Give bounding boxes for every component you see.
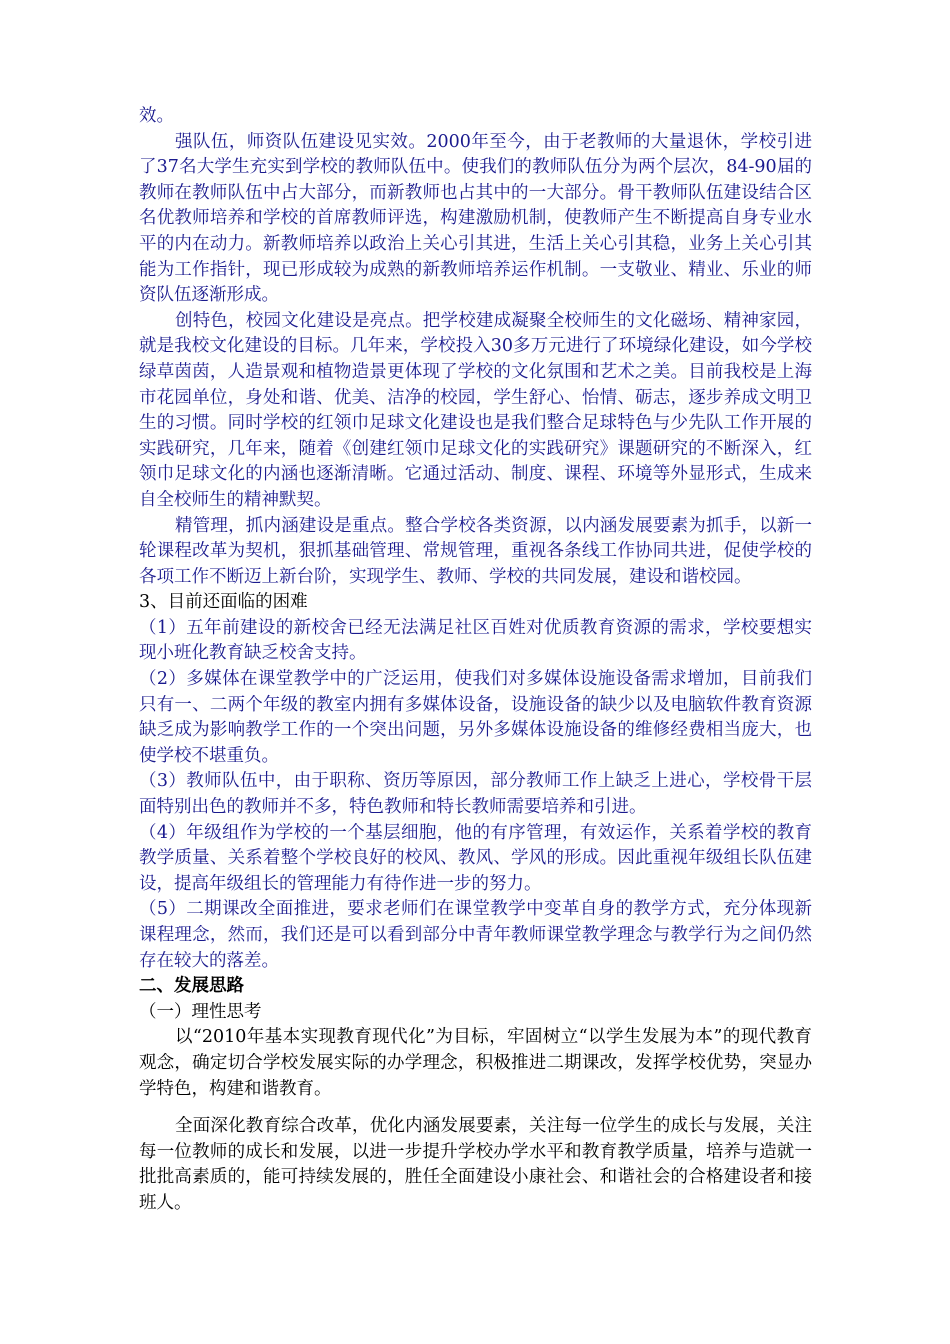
difficulty-item-4: （4）年级组作为学校的一个基层细胞，他的有序管理，有效运作，关系着学校的教育教学质量、关系着整个学校良好的校风、教风、学风的形成。因此重视年级组长队伍建设，提高年级组长的管理能力有待作进一步的努力。 (139, 822, 812, 894)
paragraph-goal: 以“2010年基本实现教育现代化”为目标，牢固树立“以学生发展为本”的现代教育观念，确定切合学校发展实际的办学理念，积极推进二期课改，发挥学校优势，突显办学特色，构建和谐教育。 (139, 1027, 812, 1099)
section-heading-difficulties: 3、目前还面临的困难 (139, 592, 308, 613)
section-heading-development: 二、发展思路 (139, 976, 244, 997)
paragraph-reform: 全面深化教育综合改革，优化内涵发展要素，关注每一位学生的成长与发展，关注每一位教师的成长和发展，以进一步提升学校办学水平和教育教学质量，培养与造就一批批高素质的，能可持续发展的，胜任全面建设小康社会、和谐社会的合格建设者和接班人。 (139, 1116, 812, 1213)
subsection-heading-rational-thinking: （一）理性思考 (139, 1001, 262, 1022)
difficulty-item-2: （2）多媒体在课堂教学中的广泛运用，使我们对多媒体设施设备需求增加，目前我们只有一、二两个年级的教室内拥有多媒体设备，设施设备的缺少以及电脑软件教育资源缺乏成为影响教学工作的一个突出问题，另外多媒体设施设备的维修经费相当庞大，也使学校不堪重负。 (139, 669, 812, 766)
paragraph-campus-culture: 创特色，校园文化建设是亮点。把学校建成凝聚全校师生的文化磁场、精神家园，就是我校文化建设的目标。几年来，学校投入30多万元进行了环境绿化建设，如今学校绿草茵茵，人造景观和植物造景更体现了学校的文化氛围和艺术之美。目前我校是上海市花园单位，身处和谐、优美、洁净的校园，学生舒心、怡情、砺志，逐步养成文明卫生的习惯。同时学校的红领巾足球文化建设也是我们整合足球特色与少先队工作开展的实践研究，几年来，随着《创建红领巾足球文化的实践研究》课题研究的不断深入，红领巾足球文化的内涵也逐渐清晰。它通过活动、制度、课程、环境等外显形式，生成来自全校师生的精神默契。 (139, 310, 812, 510)
difficulty-item-5: （5）二期课改全面推进，要求老师们在课堂教学中变革自身的教学方式，充分体现新课程理念，然而，我们还是可以看到部分中青年教师课堂教学理念与教学行为之间仍然存在较大的落差。 (139, 899, 812, 971)
difficulty-item-3: （3）教师队伍中，由于职称、资历等原因，部分教师工作上缺乏上进心，学校骨干层面特别出色的教师并不多，特色教师和特长教师需要培养和引进。 (139, 771, 812, 818)
paragraph-management: 精管理，抓内涵建设是重点。整合学校各类资源，以内涵发展要素为抓手，以新一轮课程改革为契机，狠抓基础管理、常规管理，重视各条线工作协同共进，促使学校的各项工作不断迈上新台阶，实现学生、教师、学校的共同发展，建设和谐校园。 (139, 515, 812, 587)
paragraph-continuation: 效。 (139, 106, 174, 126)
difficulty-item-1: （1）五年前建设的新校舍已经无法满足社区百姓对优质教育资源的需求，学校要想实现小班化教育缺乏校舍支持。 (139, 617, 812, 664)
paragraph-teacher-team: 强队伍，师资队伍建设见实效。2000年至今，由于老教师的大量退休，学校引进了37名大学生充实到学校的教师队伍中。使我们的教师队伍分为两个层次，84-90届的教师在教师队伍中占大部分，而新教师也占其中的一大部分。骨干教师队伍建设结合区名优教师培养和学校的首席教师评选，构建激励机制，使教师产生不断提高自身专业水平的内在动力。新教师培养以政治上关心引其进，生活上关心引其稳，业务上关心引其能为工作指针，现已形成较为成熟的新教师培养运作机制。一支敬业、精业、乐业的师资队伍逐渐形成。 (139, 131, 812, 306)
paragraph-spacer (139, 1102, 812, 1114)
